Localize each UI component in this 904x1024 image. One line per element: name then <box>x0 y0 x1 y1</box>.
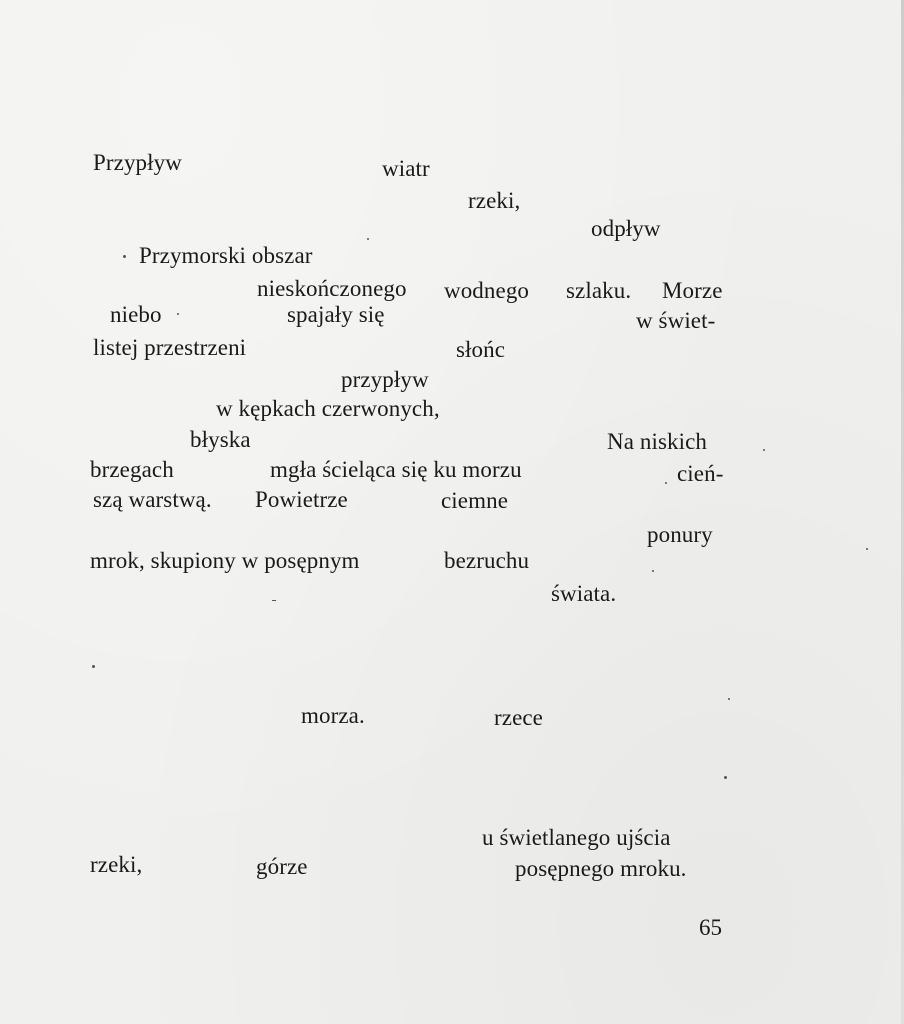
text-fragment: Przypływ <box>93 150 182 175</box>
text-fragment: w kępkach czerwonych, <box>216 396 440 421</box>
text-fragment: szlaku. <box>566 278 632 303</box>
paper-speck <box>123 255 126 258</box>
text-fragment: w świet- <box>636 308 716 333</box>
text-fragment: Na niskich <box>607 429 708 454</box>
paper-speck <box>652 570 654 572</box>
text-fragment: przypływ <box>341 367 429 392</box>
text-fragment: Przymorski obszar <box>139 243 313 268</box>
text-fragment: mrok, skupiony w posępnym <box>90 548 360 573</box>
text-fragment: cień- <box>677 461 724 486</box>
text-fragment: odpływ <box>591 216 661 241</box>
text-fragment: rzeki, <box>90 852 143 877</box>
text-fragment: słońc <box>456 337 506 362</box>
paper-speck <box>272 600 276 601</box>
text-fragment: bezruchu <box>444 548 530 573</box>
paper-speck <box>728 698 730 700</box>
text-fragment: mgła ścieląca się ku morzu <box>270 457 522 482</box>
text-fragment: niebo <box>110 302 162 327</box>
text-fragment: świata. <box>551 581 617 606</box>
text-fragment: u świetlanego ujścia <box>482 825 671 850</box>
text-fragment: wiatr <box>382 156 430 181</box>
text-fragment: spajały się <box>287 302 385 327</box>
text-fragment: ponury <box>647 522 713 547</box>
paper-speck <box>665 482 667 484</box>
text-fragment: Powietrze <box>255 487 348 512</box>
text-fragment: górze <box>256 854 308 879</box>
text-fragment: Morze <box>662 278 723 303</box>
text-fragment: morza. <box>301 703 365 728</box>
paper-speck <box>177 313 179 315</box>
text-fragment: błyska <box>190 427 251 452</box>
text-fragment: posępnego mroku. <box>515 856 687 881</box>
paper-speck <box>763 449 765 451</box>
paper-speck <box>367 238 369 240</box>
text-fragment: nieskończonego <box>257 276 407 301</box>
paper-speck <box>724 776 727 779</box>
text-fragment: listej przestrzeni <box>93 335 247 360</box>
text-fragment: szą warstwą. <box>93 487 212 512</box>
paper-speck <box>92 665 95 668</box>
text-fragment: ciemne <box>441 488 509 513</box>
page-number: 65 <box>699 915 722 940</box>
text-fragment: rzeki, <box>468 188 521 213</box>
paper-speck <box>866 548 868 550</box>
text-fragment: brzegach <box>90 457 174 482</box>
text-fragment: rzece <box>494 705 543 730</box>
text-fragment: wodnego <box>444 278 530 303</box>
